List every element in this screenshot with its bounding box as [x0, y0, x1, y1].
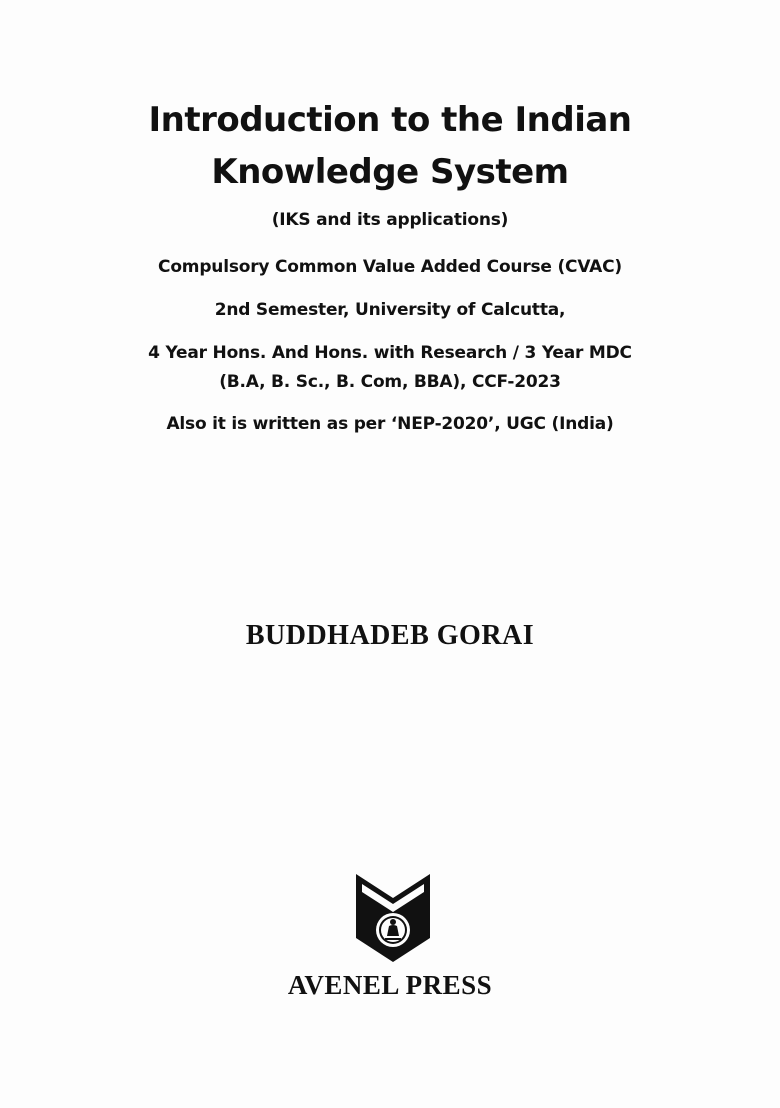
author-name: BUDDHADEB GORAI [245, 620, 535, 651]
publisher-name: AVENEL PRESS [287, 970, 493, 1000]
avenel-press-logo-icon [354, 872, 432, 964]
semester-line: 2nd Semester, University of Calcutta, [214, 300, 566, 320]
programs-line: 4 Year Hons. And Hons. with Research / 3 Year MDC [148, 343, 632, 363]
degrees-line: (B.A, B. Sc., B. Com, BBA), CCF-2023 [219, 372, 561, 392]
title-line-2: Knowledge System [211, 152, 569, 192]
title-line-1: Introduction to the Indian [148, 100, 632, 140]
nep-note-line: Also it is written as per ‘NEP-2020’, UGC (India) [166, 414, 614, 434]
course-line: Compulsory Common Value Added Course (CVAC) [158, 257, 622, 277]
subtitle: (IKS and its applications) [271, 210, 509, 230]
